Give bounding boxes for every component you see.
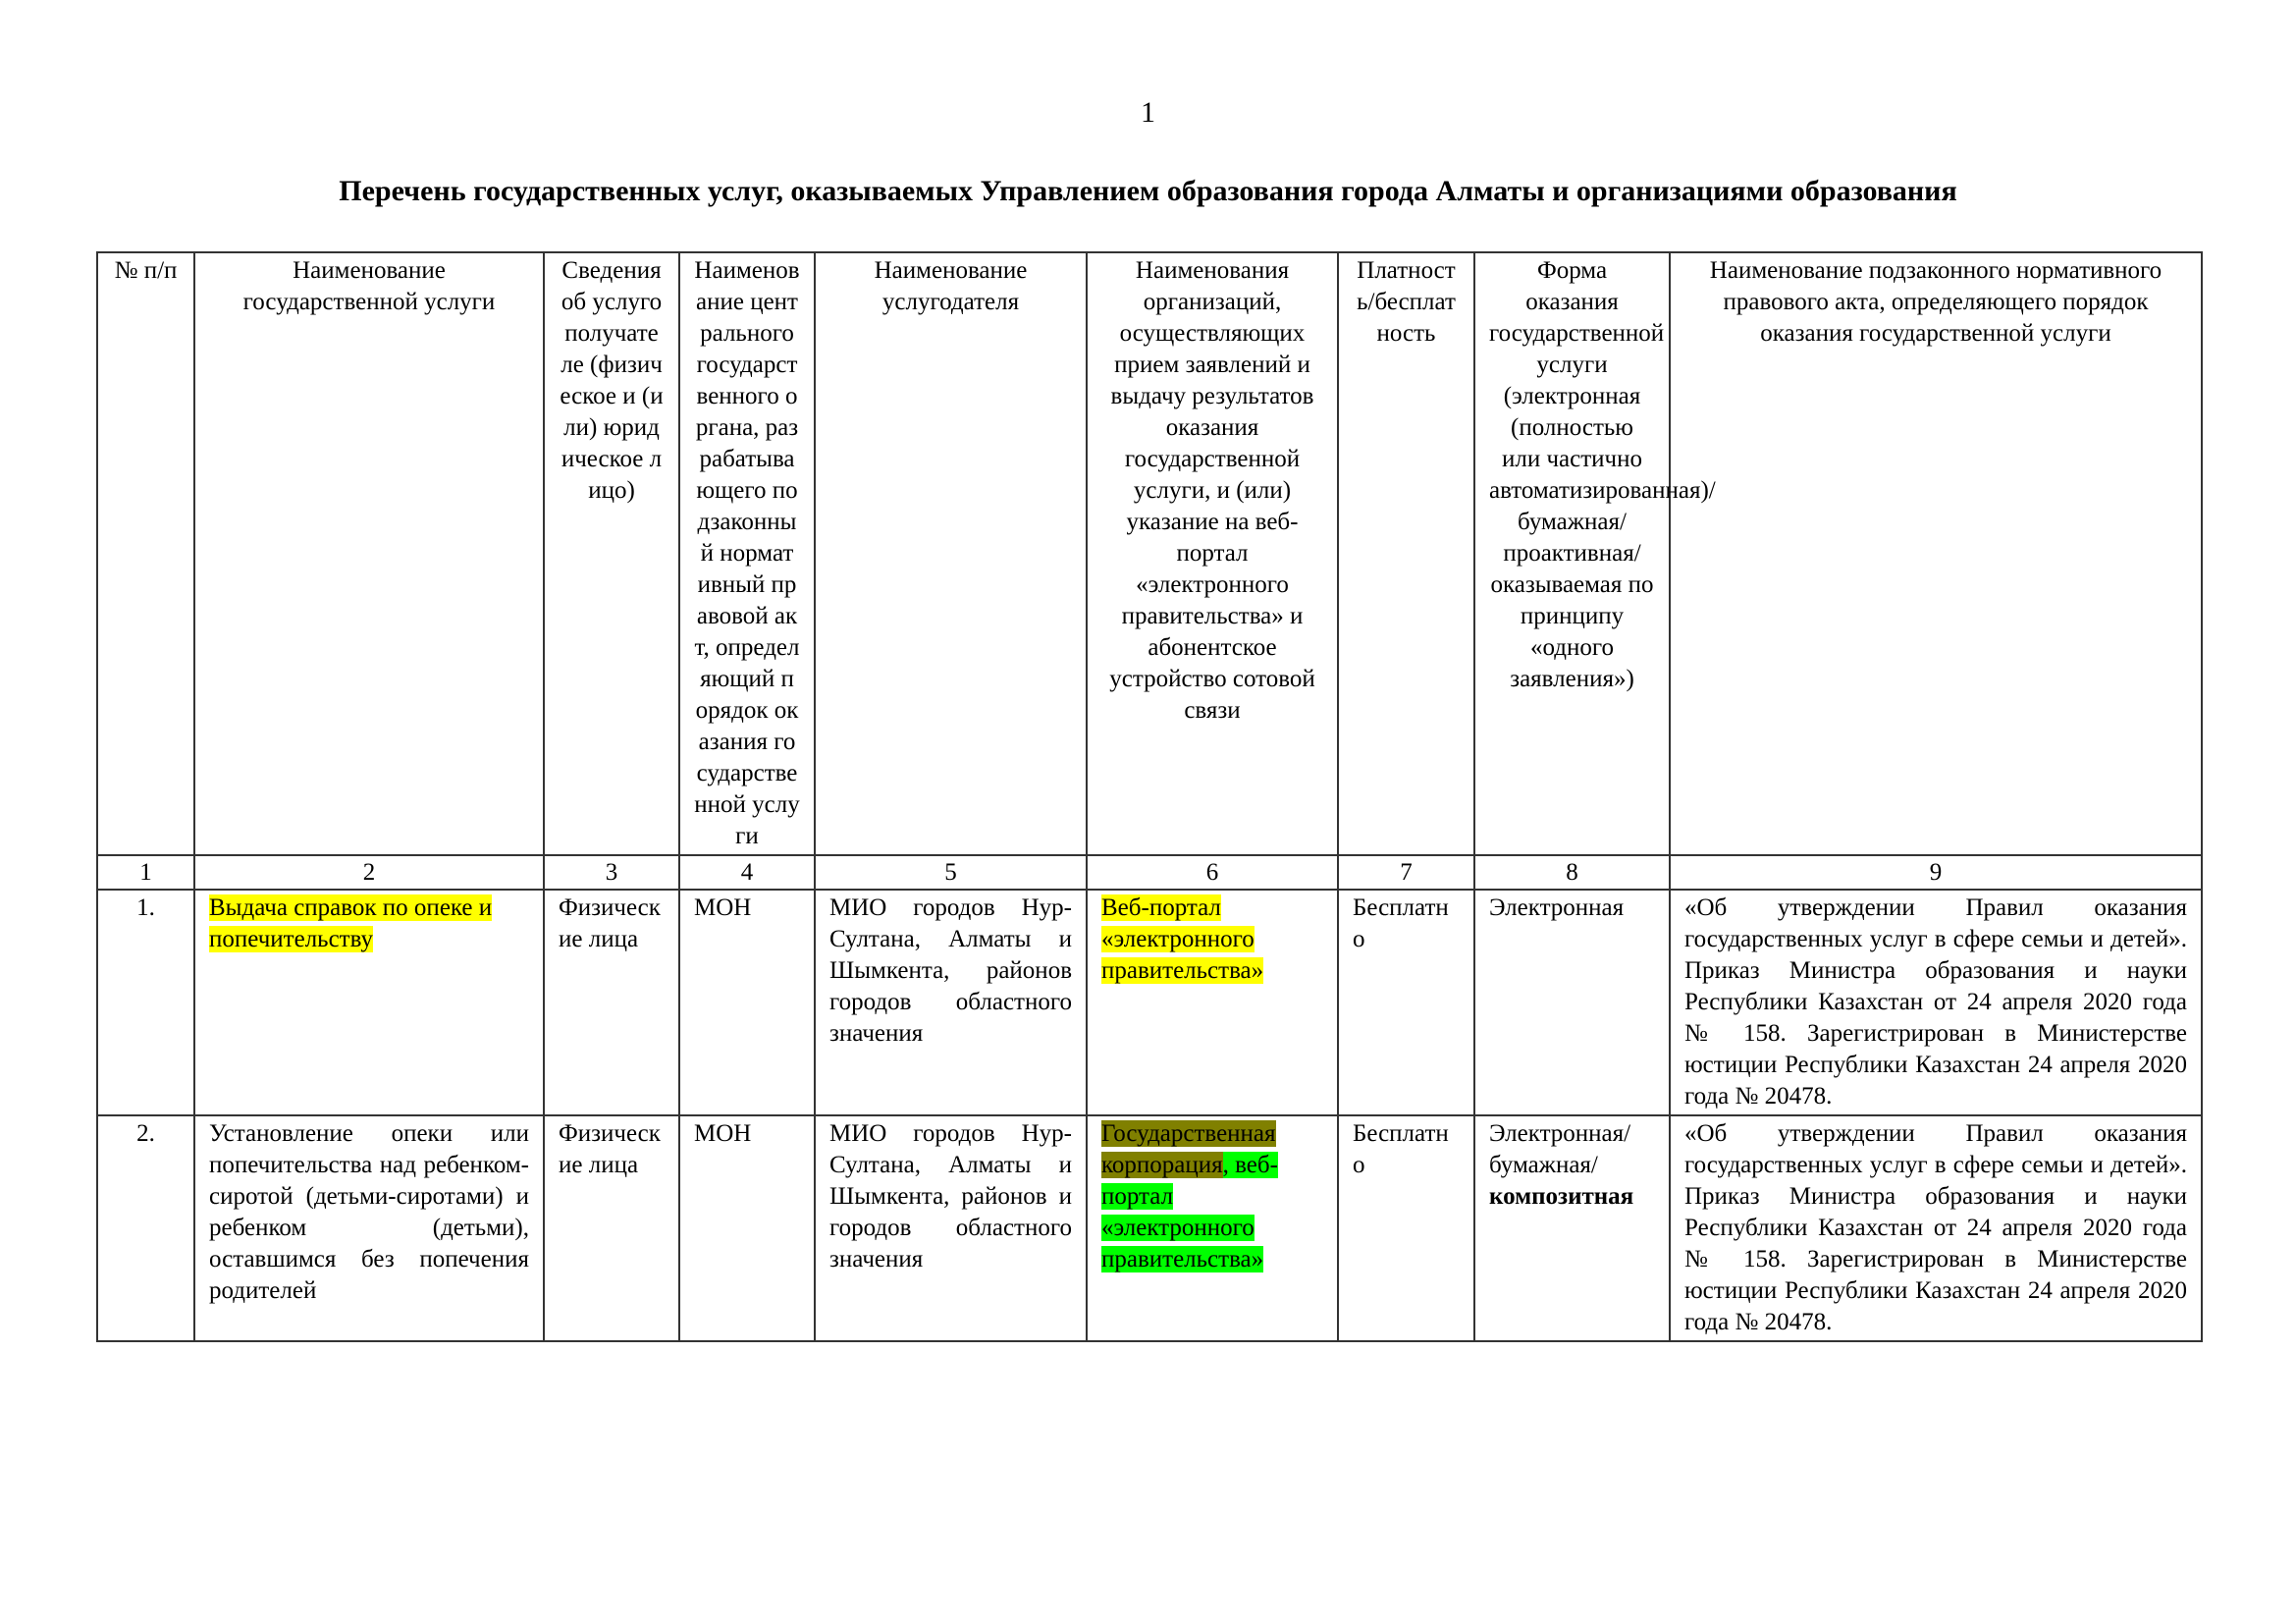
services-table <box>96 251 2203 1342</box>
table-row <box>97 1115 2202 1341</box>
payment: Бесплатно <box>1338 890 1474 1115</box>
document-title: Перечень государственных услуг, оказываемых Управлением образования города Алматы и организациями образования <box>339 175 1957 207</box>
column-numbers-row <box>97 855 2202 890</box>
recipient: Физические лица <box>544 1115 679 1341</box>
legal-act: «Об утверждении Правил оказания государственных услуг в сфере семьи и детей». Приказ Министра образования и науки Республики Казахстан от 24 апреля 2020 года № 158. Зарегистрирован в Министерстве юстиции Республики Казахстан 24 апреля 2020 года № 20478. <box>1670 1115 2202 1341</box>
column-number: 2 <box>194 855 544 890</box>
organizations: Веб-портал «электронного правительства» <box>1101 894 1264 984</box>
service-name: Установление опеки или попечительства над ребенком-сиротой (детьми-сиротами) и ребенком (детьми), оставшимся без попечения родителей <box>194 1115 544 1341</box>
column-number: 1 <box>97 855 194 890</box>
organizations-state-corporation: Государственная корпорация <box>1101 1120 1276 1178</box>
column-number: 5 <box>815 855 1087 890</box>
row-number: 1. <box>97 890 194 1115</box>
header-cell-payment: Платность/бесплатность <box>1338 252 1474 855</box>
header-cell-number: № п/п <box>97 252 194 855</box>
header-cell-provider: Наименование услугодателя <box>815 252 1087 855</box>
header-cell-recipient: Сведения об услугополучателе (физическое и (или) юридическое лицо) <box>544 252 679 855</box>
payment: Бесплатно <box>1338 1115 1474 1341</box>
service-form: Электронная <box>1474 890 1670 1115</box>
central-body: МОН <box>679 890 815 1115</box>
header-cell-service-name: Наименование государственной услуги <box>194 252 544 855</box>
provider: МИО городов Нур-Султана, Алматы и Шымкента, районов городов областного значения <box>815 890 1087 1115</box>
organizations <box>1087 1115 1338 1341</box>
column-number: 9 <box>1670 855 2202 890</box>
header-row <box>97 252 2202 855</box>
header-cell-form: Форма оказания государственной услуги (электронная (полностью или частично автоматизированная)/ бумажная/ проактивная/ оказываемая по принципу «одного заявления») <box>1474 252 1670 855</box>
service-form-bold: композитная <box>1489 1183 1634 1210</box>
service-form <box>1474 1115 1670 1341</box>
central-body: МОН <box>679 1115 815 1341</box>
page-number: 1 <box>1141 96 1155 129</box>
header-cell-central-body: Наименование центрального государственного органа, разрабатывающего подзаконный нормативный правовой акт, определяющий порядок оказания государственной услуги <box>679 252 815 855</box>
column-number: 3 <box>544 855 679 890</box>
column-number: 8 <box>1474 855 1670 890</box>
service-form-text: Электронная/ бумажная/ <box>1489 1120 1631 1178</box>
column-number: 6 <box>1087 855 1338 890</box>
column-number: 7 <box>1338 855 1474 890</box>
header-cell-legal-act: Наименование подзаконного нормативного правового акта, определяющего порядок оказания государственной услуги <box>1670 252 2202 855</box>
header-cell-organizations: Наименования организаций, осуществляющих прием заявлений и выдачу результатов оказания государственной услуги, и (или) указание на веб-портал «электронного правительства» и абонентское устройство сотовой связи <box>1087 252 1338 855</box>
column-number: 4 <box>679 855 815 890</box>
recipient: Физические лица <box>544 890 679 1115</box>
provider: МИО городов Нур-Султана, Алматы и Шымкента, районов и городов областного значения <box>815 1115 1087 1341</box>
legal-act: «Об утверждении Правил оказания государственных услуг в сфере семьи и детей». Приказ Министра образования и науки Республики Казахстан от 24 апреля 2020 года № 158. Зарегистрирован в Министерстве юстиции Республики Казахстан 24 апреля 2020 года № 20478. <box>1670 890 2202 1115</box>
table-row <box>97 890 2202 1115</box>
organizations-web-portal: , веб-портал «электронного правительства» <box>1101 1152 1278 1272</box>
service-name: Выдача справок по опеке и попечительству <box>209 894 493 952</box>
row-number: 2. <box>97 1115 194 1341</box>
